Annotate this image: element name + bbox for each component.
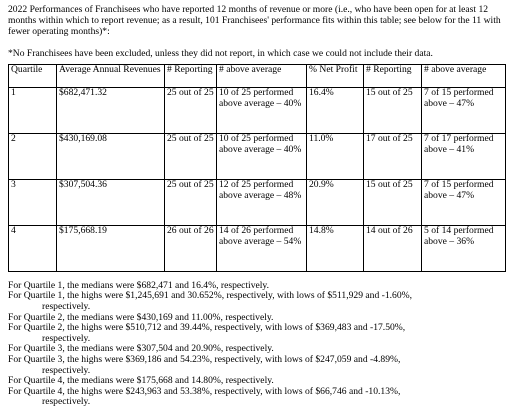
- summary-line: For Quartile 1, the medians were $682,471 and 16.4%, respectively.: [8, 279, 270, 291]
- table-cell: $682,471.32: [57, 87, 165, 133]
- document-page: [8, 4, 506, 408]
- table-cell: 10 of 25 performed above average – 40%: [217, 87, 307, 133]
- summary-line: For Quartile 3, the medians were $307,504 and 20.90%, respectively.: [8, 343, 274, 355]
- header-above-average: # above average: [217, 64, 307, 87]
- summary-line: For Quartile 4, the highs were $243,963 and 53.38%, respectively, with lows of $66,746 and -10.13%,: [8, 385, 401, 397]
- table-cell: 25 out of 25: [165, 133, 217, 179]
- table-row: [9, 133, 506, 179]
- table-cell: 7 of 17 performed above – 41%: [422, 133, 506, 179]
- table-cell: 15 out of 25: [364, 87, 422, 133]
- summary-line: For Quartile 3, the highs were $369,186 and 54.23%, respectively, with lows of $247,059 and -4.89%,: [8, 353, 401, 365]
- summary-line: respectively.: [42, 332, 91, 344]
- header-profit-above-average: # above average: [422, 64, 506, 87]
- table-cell: $307,504.36: [57, 179, 165, 225]
- table-row: [9, 225, 506, 271]
- summary-line: For Quartile 4, the medians were $175,668 and 14.80%, respectively.: [8, 375, 274, 387]
- quartile-summary: [8, 281, 506, 408]
- table-cell: 12 of 25 performed above average – 48%: [217, 179, 307, 225]
- table-cell: 11.0%: [307, 133, 364, 179]
- table-cell: 14 of 26 performed above average – 54%: [217, 225, 307, 271]
- table-cell: 25 out of 25: [165, 87, 217, 133]
- table-cell: 7 of 15 performed above – 47%: [422, 87, 506, 133]
- table-cell: 2: [9, 133, 57, 179]
- table-cell: 14.8%: [307, 225, 364, 271]
- table-cell: 16.4%: [307, 87, 364, 133]
- table-cell: 5 of 14 performed above – 36%: [422, 225, 506, 271]
- summary-line: respectively.: [42, 396, 91, 408]
- table-cell: 3: [9, 179, 57, 225]
- table-cell: 25 out of 25: [165, 179, 217, 225]
- summary-line: For Quartile 2, the highs were $510,712 and 39.44%, respectively, with lows of $369,483 and -17.50%,: [8, 322, 406, 334]
- header-average-annual-revenues: Average Annual Revenues: [57, 64, 165, 87]
- table-row: [9, 87, 506, 133]
- table-cell: 15 out of 25: [364, 179, 422, 225]
- summary-line: respectively.: [42, 301, 91, 312]
- table-cell: $430,169.08: [57, 133, 165, 179]
- exclusion-note: *No Franchisees have been excluded, unless they did not report, in which case we could not include their data.: [8, 47, 433, 59]
- summary-line: For Quartile 1, the highs were $1,245,691 and 30.652%, respectively, with lows of $511,929 and -1.60%,: [8, 290, 413, 302]
- table-cell: 20.9%: [307, 179, 364, 225]
- header-profit-reporting: # Reporting: [364, 64, 422, 87]
- intro-paragraph: 2022 Performances of Franchisees who have reported 12 months of revenue or more (i.e., who have been open for at least 12 months within which to report revenue; as a result, 101 Franchisees' performance fits within this table; see below for the 11 with fewer operating months)*:: [8, 4, 501, 38]
- table-cell: 7 of 15 performed above – 47%: [422, 179, 506, 225]
- franchisee-performance-table: [8, 64, 506, 272]
- table-cell: 26 out of 26: [165, 225, 217, 271]
- table-cell: 14 out of 26: [364, 225, 422, 271]
- summary-line: For Quartile 2, the medians were $430,169 and 11.00%, respectively.: [8, 311, 274, 323]
- header-reporting: # Reporting: [165, 64, 217, 87]
- header-net-profit: % Net Profit: [307, 64, 364, 87]
- table-cell: 17 out of 25: [364, 133, 422, 179]
- table-header-row: [9, 64, 506, 87]
- table-cell: 4: [9, 225, 57, 271]
- header-quartile: Quartile: [9, 64, 57, 87]
- summary-line: respectively.: [42, 364, 91, 376]
- table-cell: 1: [9, 87, 57, 133]
- table-row: [9, 179, 506, 225]
- table-cell: $175,668.19: [57, 225, 165, 271]
- table-cell: 10 of 25 performed above average – 40%: [217, 133, 307, 179]
